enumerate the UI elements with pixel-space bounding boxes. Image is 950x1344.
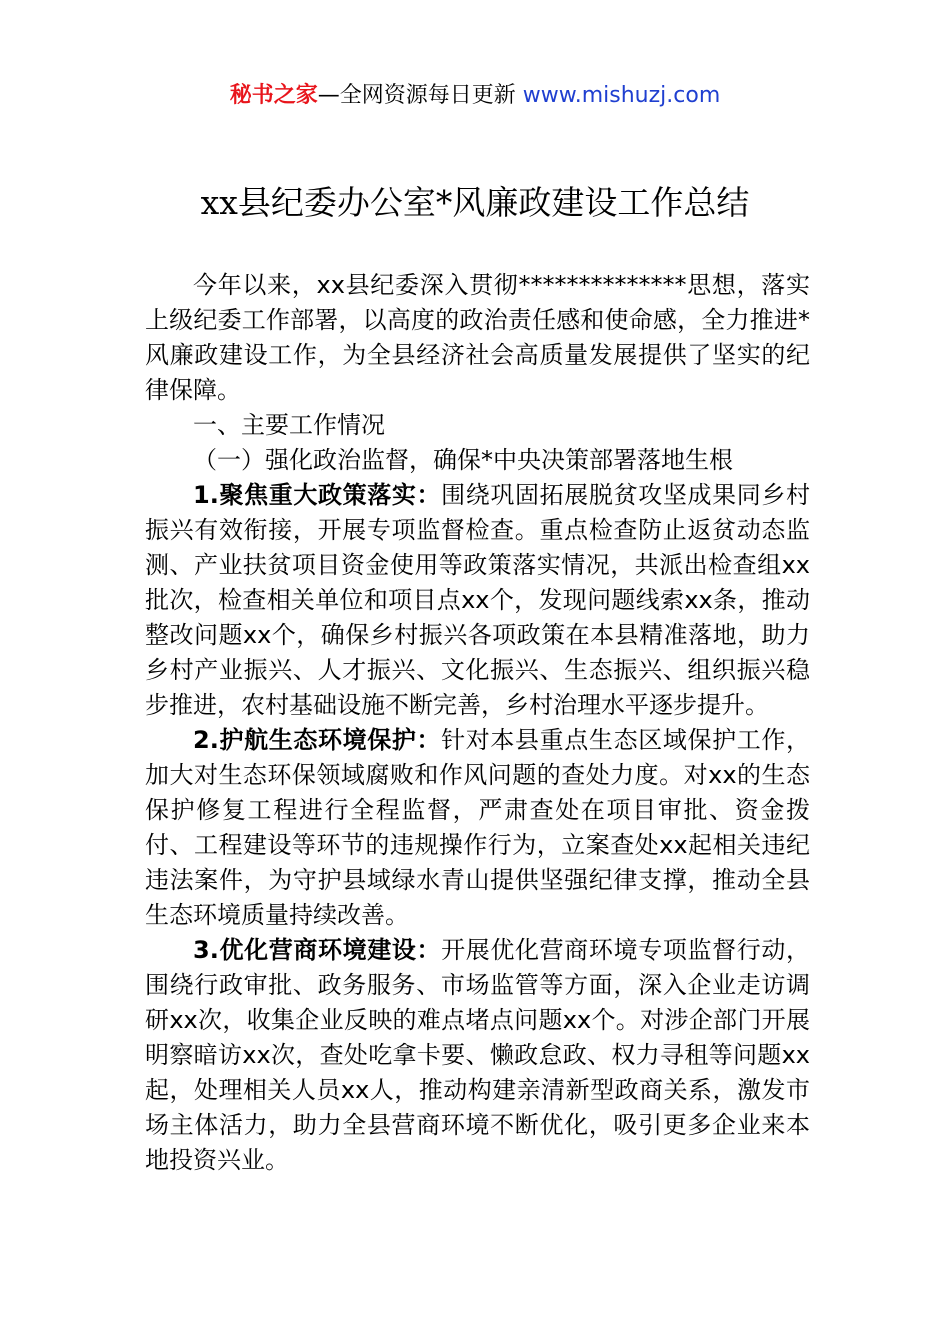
item-lead-3: 3.优化营商环境建设： (193, 936, 442, 964)
site-url[interactable]: www.mishuzj.com (522, 83, 721, 108)
item-paragraph-3 (145, 933, 810, 1178)
item-text-2: 针对本县重点生态区域保护工作，加大对生态环保领域腐败和作风问题的查处力度。对xx的生态保护修复工程进行全程监督，严肃查处在项目审批、资金拨付、工程建设等环节的违规操作行为，立案查处xx起相关违纪违法案件，为守护县域绿水青山提供坚强纪律支撑，推动全县生态环境质量持续改善。 (145, 726, 810, 929)
item-text-1: 围绕巩固拓展脱贫攻坚成果同乡村振兴有效衔接，开展专项监督检查。重点检查防止返贫动态监测、产业扶贫项目资金使用等政策落实情况，共派出检查组xx批次，检查相关单位和项目点xx个，发现问题线索xx条，推动整改问题xx个，确保乡村振兴各项政策在本县精准落地，助力乡村产业振兴、人才振兴、文化振兴、生态振兴、组织振兴稳步推进，农村基础设施不断完善，乡村治理水平逐步提升。 (145, 481, 810, 719)
item-text-3: 开展优化营商环境专项监督行动，围绕行政审批、政务服务、市场监管等方面，深入企业走访调研xx次，收集企业反映的难点堵点问题xx个。对涉企部门开展明察暗访xx次，查处吃拿卡要、懒政怠政、权力寻租等问题xx起，处理相关人员xx人，推动构建亲清新型政商关系，激发市场主体活力，助力全县营商环境不断优化，吸引更多企业来本地投资兴业。 (145, 936, 810, 1174)
document-body (145, 268, 810, 1178)
site-header (0, 80, 950, 112)
item-lead-1: 1.聚焦重大政策落实： (193, 481, 442, 509)
document-title: xx县纪委办公室*风廉政建设工作总结 (200, 183, 750, 222)
item-paragraph-2 (145, 723, 810, 933)
item-lead-2: 2.护航生态环境保护： (193, 726, 442, 754)
intro-paragraph: 今年以来，xx县纪委深入贯彻**************思想，落实上级纪委工作部署，以高度的政治责任感和使命感，全力推进*风廉政建设工作，为全县经济社会高质量发展提供了坚实的纪律保障。 (145, 271, 810, 404)
brand-name: 秘书之家 (229, 83, 318, 108)
subsection-heading-1: （一）强化政治监督，确保*中央决策部署落地生根 (193, 446, 733, 474)
site-slogan: —全网资源每日更新 (317, 83, 516, 108)
item-paragraph-1 (145, 478, 810, 723)
section-heading-1: 一、主要工作情况 (193, 411, 385, 439)
